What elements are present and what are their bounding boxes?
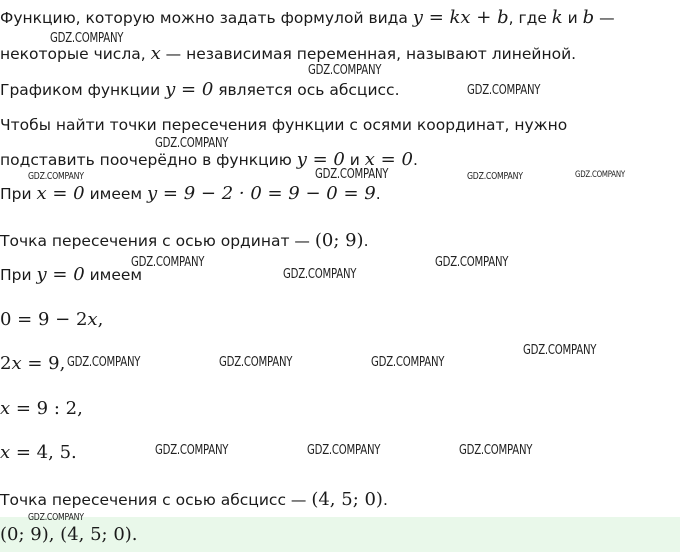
eq-rhs: = 4, 5. xyxy=(10,442,77,463)
text-line-2 xyxy=(0,44,576,64)
answer-box xyxy=(0,517,680,552)
text: , где xyxy=(508,9,552,27)
watermark: GDZ.COMPANY xyxy=(459,443,533,458)
watermark: GDZ.COMPANY xyxy=(155,443,229,458)
math-y-eq-0: y = 0 xyxy=(36,264,85,285)
eq-rhs: = 9, xyxy=(21,353,66,374)
watermark: GDZ.COMPANY xyxy=(131,255,205,270)
math-x-eq-0: x = 0 xyxy=(36,183,85,204)
watermark: GDZ.COMPANY xyxy=(50,31,124,46)
watermark: GDZ.COMPANY xyxy=(575,170,625,180)
math-computation: y = 9 − 2 · 0 = 9 − 0 = 9 xyxy=(147,183,376,204)
coef: 2 xyxy=(0,353,12,374)
text-line-9 xyxy=(0,490,388,510)
var-x: x xyxy=(0,398,11,419)
equation-4 xyxy=(0,443,77,463)
eq-lhs: 0 xyxy=(0,309,12,330)
watermark: GDZ.COMPANY xyxy=(307,443,381,458)
text-line-6 xyxy=(0,184,381,204)
text-line-8 xyxy=(0,265,142,285)
equation-3 xyxy=(0,399,83,419)
var-x: x xyxy=(150,43,161,64)
var-x: x xyxy=(0,442,11,463)
watermark: GDZ.COMPANY xyxy=(283,267,357,282)
eq-rhs: = 9 − 2 xyxy=(11,309,88,330)
text: Точка пересечения с осью абсцисс — xyxy=(0,491,312,509)
text: При xyxy=(0,185,37,203)
equation-2 xyxy=(0,354,65,374)
formula-math: y = kx + b xyxy=(412,7,509,28)
text: Чтобы найти точки пересечения функции с осями координат, нужно xyxy=(0,116,568,134)
var-x: x xyxy=(87,309,98,330)
text: является ось абсцисс. xyxy=(213,81,400,99)
watermark: GDZ.COMPANY xyxy=(467,83,541,98)
equation-1 xyxy=(0,310,103,330)
watermark: GDZ.COMPANY xyxy=(28,171,84,182)
var-k: k xyxy=(551,7,563,28)
math-y-eq-0: y = 0 xyxy=(165,79,214,100)
watermark: GDZ.COMPANY xyxy=(28,512,84,523)
text-line-3 xyxy=(0,80,400,100)
answer-text: (0; 9), (4, 5; 0). xyxy=(0,524,138,545)
watermark: GDZ.COMPANY xyxy=(67,355,141,370)
watermark: GDZ.COMPANY xyxy=(523,343,597,358)
watermark: GDZ.COMPANY xyxy=(467,171,523,182)
text: Точка пересечения с осью ординат — xyxy=(0,232,315,250)
text: некоторые числа, xyxy=(0,45,151,63)
text: . xyxy=(382,491,388,509)
text: имеем xyxy=(84,185,148,203)
text: подставить поочерёдно в функцию xyxy=(0,151,297,169)
math-x-eq-0: x = 0 xyxy=(364,149,413,170)
watermark: GDZ.COMPANY xyxy=(435,255,509,270)
var-x: x xyxy=(11,353,22,374)
watermark: GDZ.COMPANY xyxy=(308,63,382,78)
text-line-1 xyxy=(0,8,615,28)
watermark: GDZ.COMPANY xyxy=(371,355,445,370)
text: и xyxy=(344,151,365,169)
watermark: GDZ.COMPANY xyxy=(315,167,389,182)
text: . xyxy=(363,232,369,250)
text: При xyxy=(0,266,37,284)
text: имеем xyxy=(84,266,143,284)
point-x-intercept: (4, 5; 0) xyxy=(311,489,383,510)
text-line-4 xyxy=(0,115,567,135)
text-line-7 xyxy=(0,231,369,251)
text: и xyxy=(562,9,583,27)
text: . xyxy=(375,185,381,203)
text: — независимая переменная, называют линейной. xyxy=(160,45,577,63)
watermark: GDZ.COMPANY xyxy=(155,136,229,151)
var-b: b xyxy=(582,7,595,28)
point-y-intercept: (0; 9) xyxy=(314,230,364,251)
math-y-eq-0: y = 0 xyxy=(296,149,345,170)
text: . xyxy=(412,151,418,169)
watermark: GDZ.COMPANY xyxy=(219,355,293,370)
text: Графиком функции xyxy=(0,81,166,99)
text: Функцию, которую можно задать формулой вида xyxy=(0,9,413,27)
text: — xyxy=(594,9,615,27)
eq-rhs: = 9 : 2, xyxy=(10,398,83,419)
eq-end: , xyxy=(97,309,104,330)
